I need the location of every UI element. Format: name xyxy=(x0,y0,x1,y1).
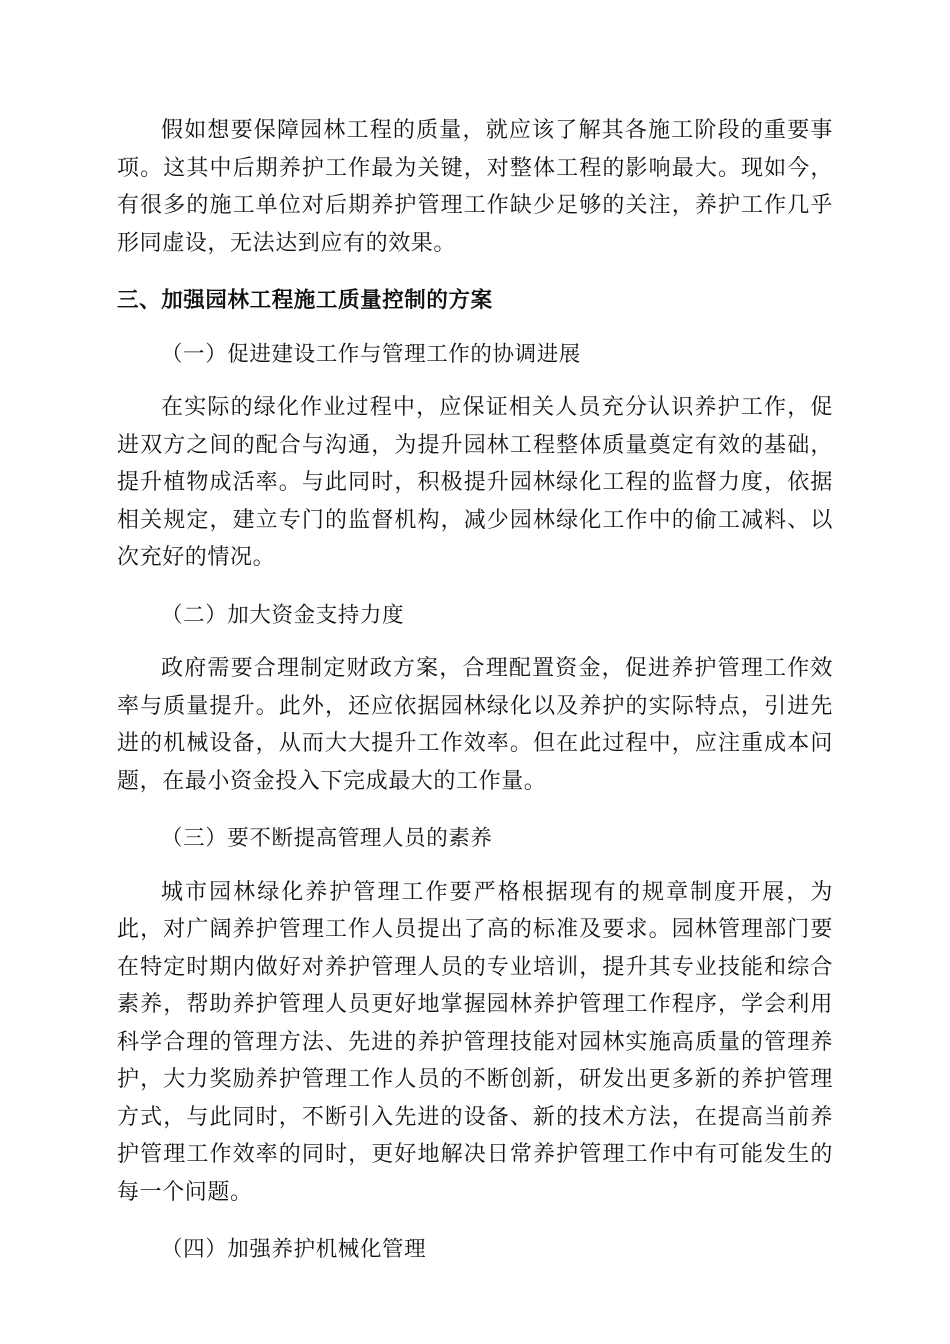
spacer xyxy=(117,577,833,597)
spacer xyxy=(117,373,833,389)
subheading-4: （四）加强养护机械化管理 xyxy=(161,1237,427,1262)
paragraph-quality-maintenance: 假如想要保障园林工程的质量，就应该了解其各施工阶段的重要事项。这其中后期养护工作最为关键，对整体工程的影响最大。现如今，有很多的施工单位对后期养护管理工作缺少足够的关注，养护工作几乎形同虚设，无法达到应有的效果。 xyxy=(117,118,833,256)
paragraph-coordination: 在实际的绿化作业过程中，应保证相关人员充分认识养护工作，促进双方之间的配合与沟通，为提升园林工程整体质量奠定有效的基础，提升植物成活率。与此同时，积极提升园林绿化工程的监督力度，依据相关规定，建立专门的监督机构，减少园林绿化工作中的偷工减料、以次充好的情况。 xyxy=(117,395,833,570)
paragraph-staff-quality: 城市园林绿化养护管理工作要严格根据现有的规章制度开展，为此，对广阔养护管理工作人员提出了高的标准及要求。园林管理部门要在特定时期内做好对养护管理人员的专业培训，提升其专业技能和综合素养，帮助养护管理人员更好地掌握园林养护管理工作程序，学会利用科学合理的管理方法、先进的养护管理技能对园林实施高质量的管理养护，大力奖励养护管理工作人员的不断创新，研发出更多新的养护管理方式，与此同时，不断引入先进的设备、新的技术方法，在提高当前养护管理工作效率的同时，更好地解决日常养护管理工作中有可能发生的每一个问题。 xyxy=(117,879,833,1205)
document-body xyxy=(117,112,833,1269)
subheading-3: （三）要不断提高管理人员的素养 xyxy=(161,826,493,851)
spacer xyxy=(117,262,833,282)
spacer xyxy=(117,320,833,336)
spacer xyxy=(117,1211,833,1231)
subheading-2: （二）加大资金支持力度 xyxy=(161,602,405,628)
subheading-1: （一）促进建设工作与管理工作的协调进展 xyxy=(161,341,581,367)
spacer xyxy=(117,858,833,874)
section-heading-3: 三、加强园林工程施工质量控制的方案 xyxy=(117,288,493,313)
spacer xyxy=(117,634,833,650)
paragraph-funding: 政府需要合理制定财政方案，合理配置资金，促进养护管理工作效率与质量提升。此外，还应依据园林绿化以及养护的实际特点，引进先进的机械设备，从而大大提升工作效率。但在此过程中，应注重成本问题，在最小资金投入下完成最大的工作量。 xyxy=(117,656,833,794)
spacer xyxy=(117,800,833,820)
